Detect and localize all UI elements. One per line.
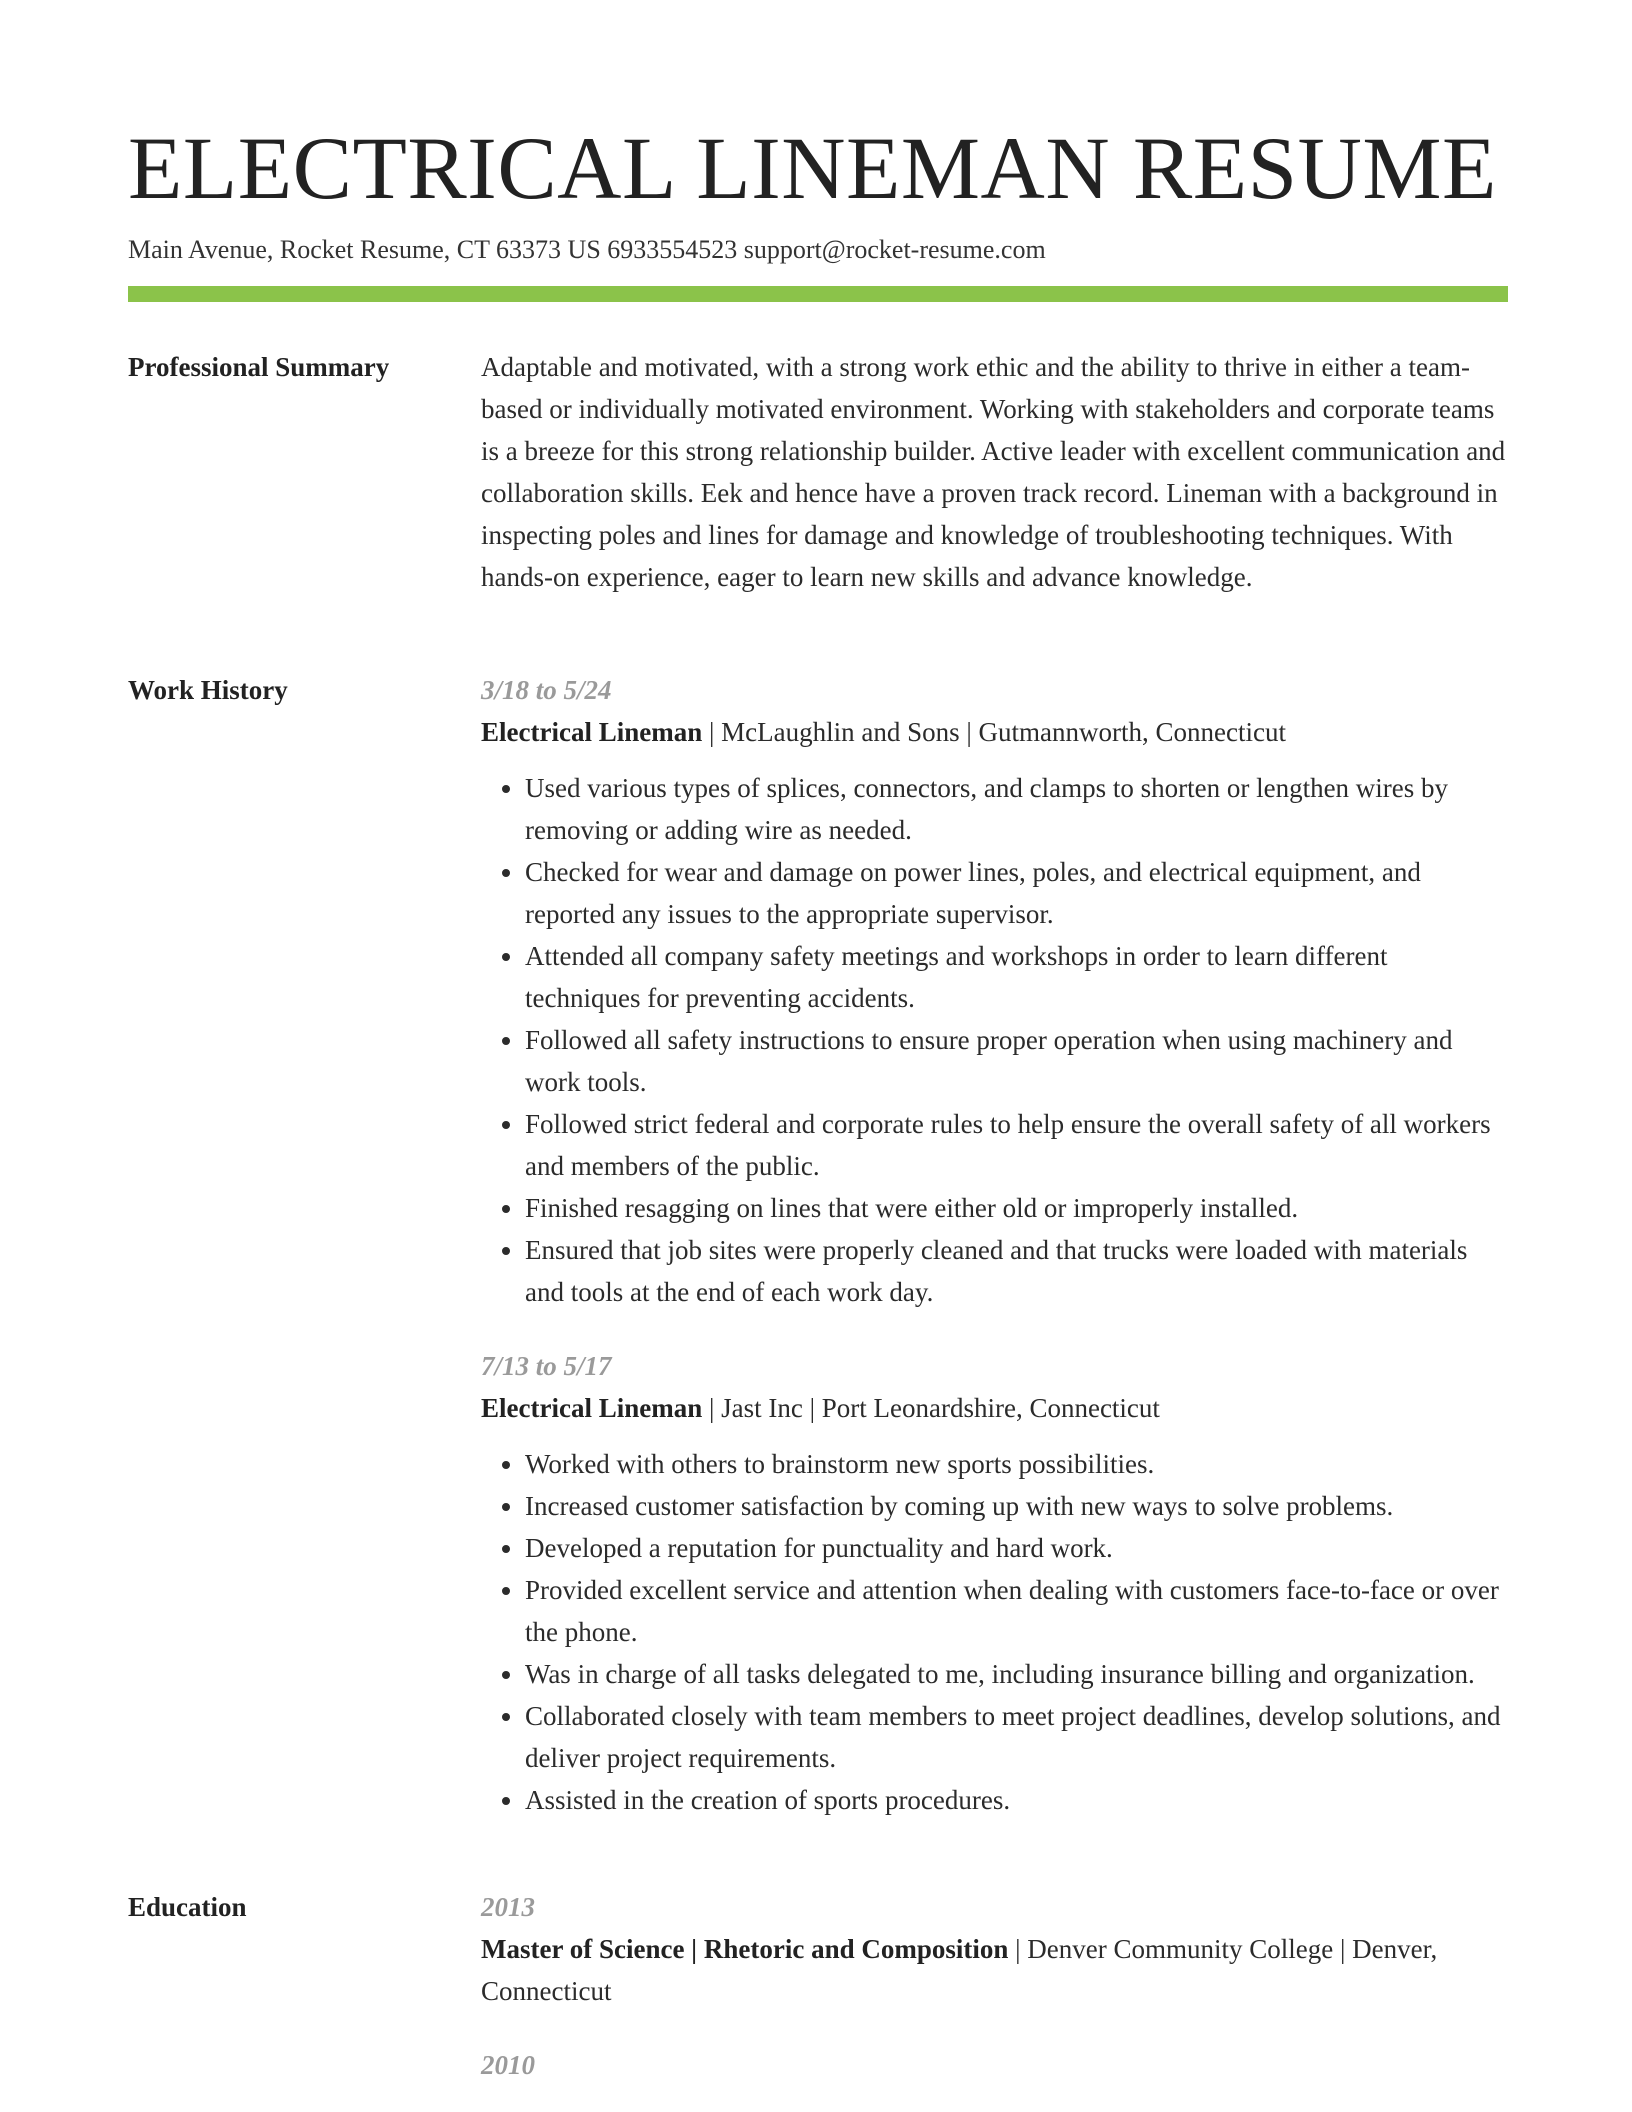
education-body	[481, 1886, 1508, 2086]
accent-divider	[128, 286, 1508, 302]
job-details: | McLaughlin and Sons | Gutmannworth, Connecticut	[702, 717, 1286, 747]
work-history-body	[481, 669, 1508, 1821]
list-item: • Increased customer satisfaction by coming up with new ways to solve problems.	[525, 1485, 1508, 1527]
summary-body	[481, 346, 1508, 598]
list-item: • Worked with others to brainstorm new sports possibilities.	[525, 1443, 1508, 1485]
education-heading	[481, 1928, 1508, 2012]
education-year: 2010	[481, 2050, 535, 2080]
education-entry	[481, 1886, 1508, 2012]
job-entry	[481, 1345, 1508, 1821]
job-heading	[481, 711, 1508, 753]
job-duties-list	[481, 767, 1508, 1313]
list-item: • Followed all safety instructions to ensure proper operation when using machinery and work tools.	[525, 1019, 1508, 1103]
job-details: | Jast Inc | Port Leonardshire, Connecticut	[702, 1393, 1160, 1423]
job-heading	[481, 1387, 1508, 1429]
list-item: • Provided excellent service and attention when dealing with customers face-to-face or over the phone.	[525, 1569, 1508, 1653]
section-label-work-history: Work History	[128, 675, 288, 705]
job-title: Electrical Lineman	[481, 717, 703, 747]
list-item: • Developed a reputation for punctuality and hard work.	[525, 1527, 1508, 1569]
list-item: • Finished resagging on lines that were either old or improperly installed.	[525, 1187, 1508, 1229]
list-item: • Ensured that job sites were properly cleaned and that trucks were loaded with materials and tools at the end of each work day.	[525, 1229, 1508, 1313]
contact-line: Main Avenue, Rocket Resume, CT 63373 US 6933554523 support@rocket-resume.com	[128, 235, 1046, 264]
job-entry	[481, 669, 1508, 1313]
list-item: • Followed strict federal and corporate rules to help ensure the overall safety of all workers and members of the public.	[525, 1103, 1508, 1187]
education-year: 2013	[481, 1892, 535, 1922]
list-item: • Checked for wear and damage on power lines, poles, and electrical equipment, and reported any issues to the appropriate supervisor.	[525, 851, 1508, 935]
resume-title: ELECTRICAL LINEMAN RESUME	[128, 120, 1497, 218]
list-item: • Assisted in the creation of sports procedures.	[525, 1779, 1508, 1821]
job-dates: 7/13 to 5/17	[481, 1351, 612, 1381]
list-item: • Collaborated closely with team members to meet project deadlines, develop solutions, and deliver project requirements.	[525, 1695, 1508, 1779]
section-label-education: Education	[128, 1892, 247, 1922]
list-item: • Attended all company safety meetings and workshops in order to learn different techniques for preventing accidents.	[525, 935, 1508, 1019]
list-item: • Used various types of splices, connectors, and clamps to shorten or lengthen wires by removing or adding wire as needed.	[525, 767, 1508, 851]
job-title: Electrical Lineman	[481, 1393, 703, 1423]
education-entry	[481, 2044, 1508, 2086]
job-dates: 3/18 to 5/24	[481, 675, 612, 705]
school-details: | Denver Community College | Denver, Connecticut	[481, 1934, 1438, 2006]
degree-name: Master of Science | Rhetoric and Composition	[481, 1934, 1009, 1964]
section-label-summary: Professional Summary	[128, 352, 390, 382]
list-item: • Was in charge of all tasks delegated to me, including insurance billing and organization.	[525, 1653, 1508, 1695]
job-duties-list	[481, 1443, 1508, 1821]
summary-text: Adaptable and motivated, with a strong work ethic and the ability to thrive in either a team-based or individually motivated environment. Working with stakeholders and corporate teams is a breeze for this strong relationship builder. Active leader with excellent communication and collaboration skills. Eek and hence have a proven track record. Lineman with a background in inspecting poles and lines for damage and knowledge of troubleshooting techniques. With hands-on experience, eager to learn new skills and advance knowledge.	[481, 352, 1506, 592]
